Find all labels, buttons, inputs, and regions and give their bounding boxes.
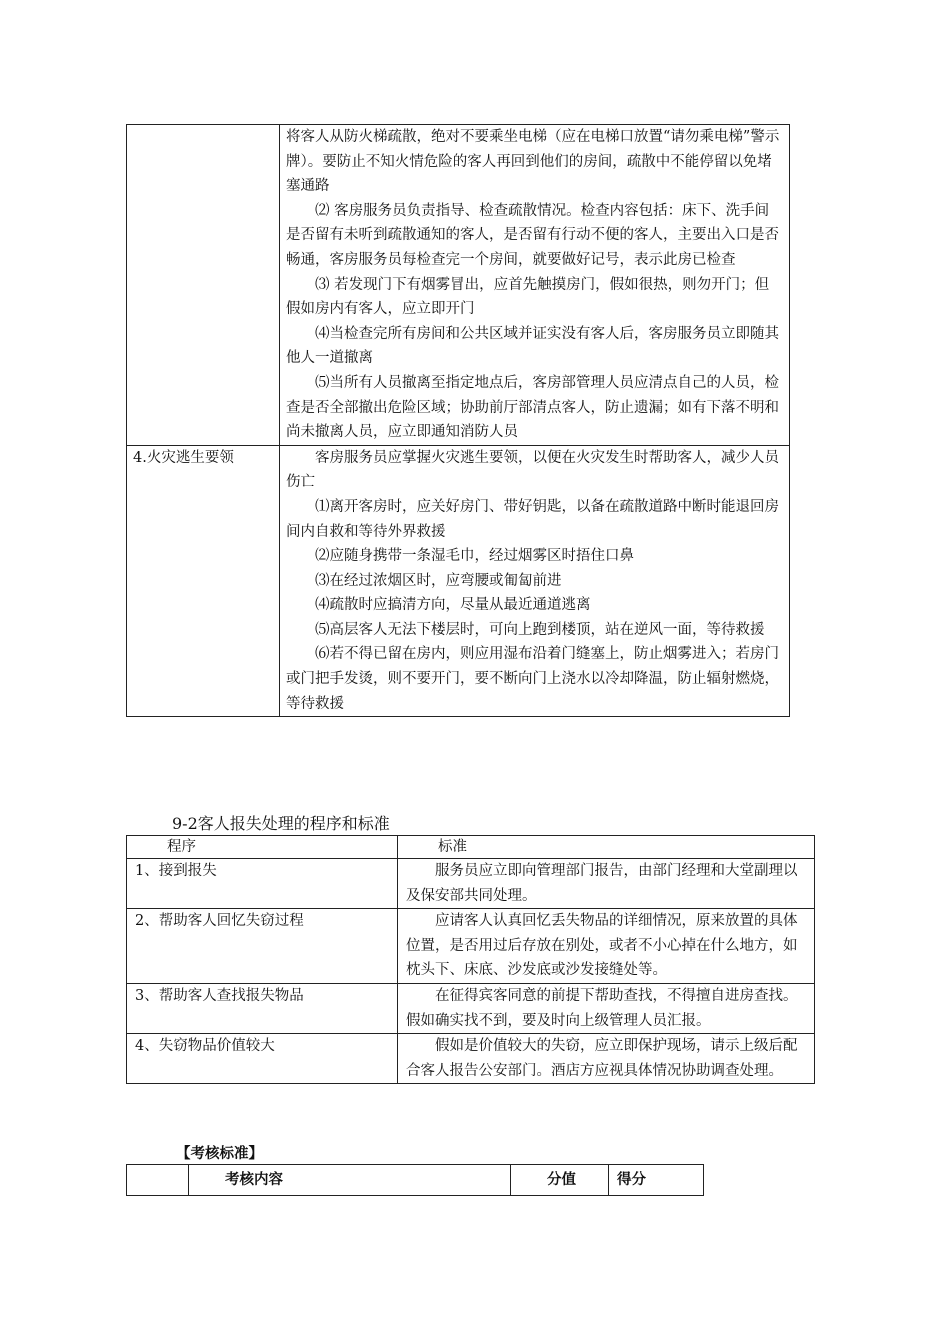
assessment-header-blank xyxy=(127,1165,189,1196)
loss-report-body xyxy=(127,836,815,1084)
fire-row-content xyxy=(280,125,790,446)
fire-row-label xyxy=(127,125,280,446)
loss-standard: 服务员应立即向管理部门报告，由部门经理和大堂副理以及保安部共同处理。 xyxy=(406,863,798,904)
loss-step: 3、帮助客人查找报失物品 xyxy=(127,983,398,1033)
loss-table-row xyxy=(127,859,815,909)
fire-paragraph: 将客人从防火梯疏散，绝对不要乘坐电梯（应在电梯口放置“请勿乘电梯”警示牌）。要防止不知火情危险的客人再回到他们的房间，疏散中不能停留以免堵塞通路 xyxy=(286,129,780,195)
fire-table-row xyxy=(127,125,790,446)
fire-paragraph: 客房服务员应掌握火灾逃生要领，以便在火灾发生时帮助客人，减少人员伤亡 xyxy=(286,449,779,491)
loss-report-title: 9-2客人报失处理的程序和标准 xyxy=(172,814,390,833)
header-procedure: 程序 xyxy=(127,836,398,859)
assessment-header-row xyxy=(127,1165,704,1196)
loss-standard: 假如是价值较大的失窃，应立即保护现场，请示上级后配合客人报告公安部门。酒店方应视具体情况协助调查处理。 xyxy=(406,1038,798,1079)
loss-report-table xyxy=(126,835,815,1084)
loss-table-row xyxy=(127,983,815,1033)
loss-step: 2、帮助客人回忆失窃过程 xyxy=(127,909,398,984)
loss-table-header xyxy=(127,836,815,859)
loss-standard-cell xyxy=(398,1034,815,1084)
fire-paragraph: ⑴离开客房时，应关好房门、带好钥匙，以备在疏散道路中断时能退回房间内自救和等待外界救援 xyxy=(286,498,779,540)
fire-procedure-body xyxy=(127,125,790,717)
fire-paragraph: ⑸高层客人无法下楼层时，可向上跑到楼顶，站在逆风一面，等待救援 xyxy=(315,621,765,638)
fire-procedure-table xyxy=(126,124,790,717)
assessment-table xyxy=(126,1164,704,1196)
fire-paragraph: ⑷当检查完所有房间和公共区域并证实没有客人后，客房服务员立即随其他人一道撤离 xyxy=(286,325,779,367)
fire-paragraph: ⑶在经过浓烟区时，应弯腰或匍匐前进 xyxy=(315,572,562,589)
header-standard: 标准 xyxy=(398,836,815,859)
loss-table-row xyxy=(127,1034,815,1084)
loss-standard-cell xyxy=(398,909,815,984)
assessment-header-score: 分值 xyxy=(511,1165,609,1196)
fire-paragraph: ⑶ 若发现门下有烟雾冒出，应首先触摸房门，假如很热，则勿开门；但假如房内有客人，应立即开门 xyxy=(286,276,770,318)
fire-table-row xyxy=(127,445,790,717)
fire-paragraph: ⑸当所有人员撤离至指定地点后，客房部管理人员应清点自己的人员，检查是否全部撤出危险区域；协助前厅部清点客人，防止遗漏；如有下落不明和尚未撤离人员，应立即通知消防人员 xyxy=(286,374,779,441)
fire-paragraph: ⑵应随身携带一条湿毛巾，经过烟雾区时捂住口鼻 xyxy=(315,548,634,565)
loss-step: 1、接到报失 xyxy=(127,859,398,909)
loss-table-row xyxy=(127,909,815,984)
fire-row-content xyxy=(280,445,790,717)
fire-row-label: 4.火灾逃生要领 xyxy=(127,445,280,717)
assessment-title: 【考核标准】 xyxy=(176,1145,263,1162)
loss-standard-cell xyxy=(398,983,815,1033)
loss-step: 4、失窃物品价值较大 xyxy=(127,1034,398,1084)
fire-paragraph: ⑵ 客房服务员负责指导、检查疏散情况。检查内容包括：床下、洗手间是否留有未听到疏散通知的客人，是否留有行动不便的客人，主要出入口是否畅通，客房服务员每检查完一个房间，就要做好记号，表示此房已检查 xyxy=(286,202,779,268)
assessment-header-content: 考核内容 xyxy=(189,1165,511,1196)
loss-standard-cell xyxy=(398,859,815,909)
assessment-header-result: 得分 xyxy=(609,1165,704,1196)
loss-standard: 应请客人认真回忆丢失物品的详细情况，原来放置的具体位置，是否用过后存放在别处，或者不小心掉在什么地方，如枕头下、床底、沙发底或沙发接缝处等。 xyxy=(406,913,798,979)
loss-standard: 在征得宾客同意的前提下帮助查找，不得擅自进房查找。假如确实找不到，要及时向上级管理人员汇报。 xyxy=(406,987,798,1029)
fire-paragraph: ⑷疏散时应搞清方向，尽量从最近通道逃离 xyxy=(315,597,591,614)
fire-paragraph: ⑹若不得已留在房内，则应用湿布沿着门缝塞上，防止烟雾进入；若房门或门把手发烫，则不要开门，要不断向门上浇水以冷却降温，防止辐射燃烧，等待救援 xyxy=(286,646,779,712)
